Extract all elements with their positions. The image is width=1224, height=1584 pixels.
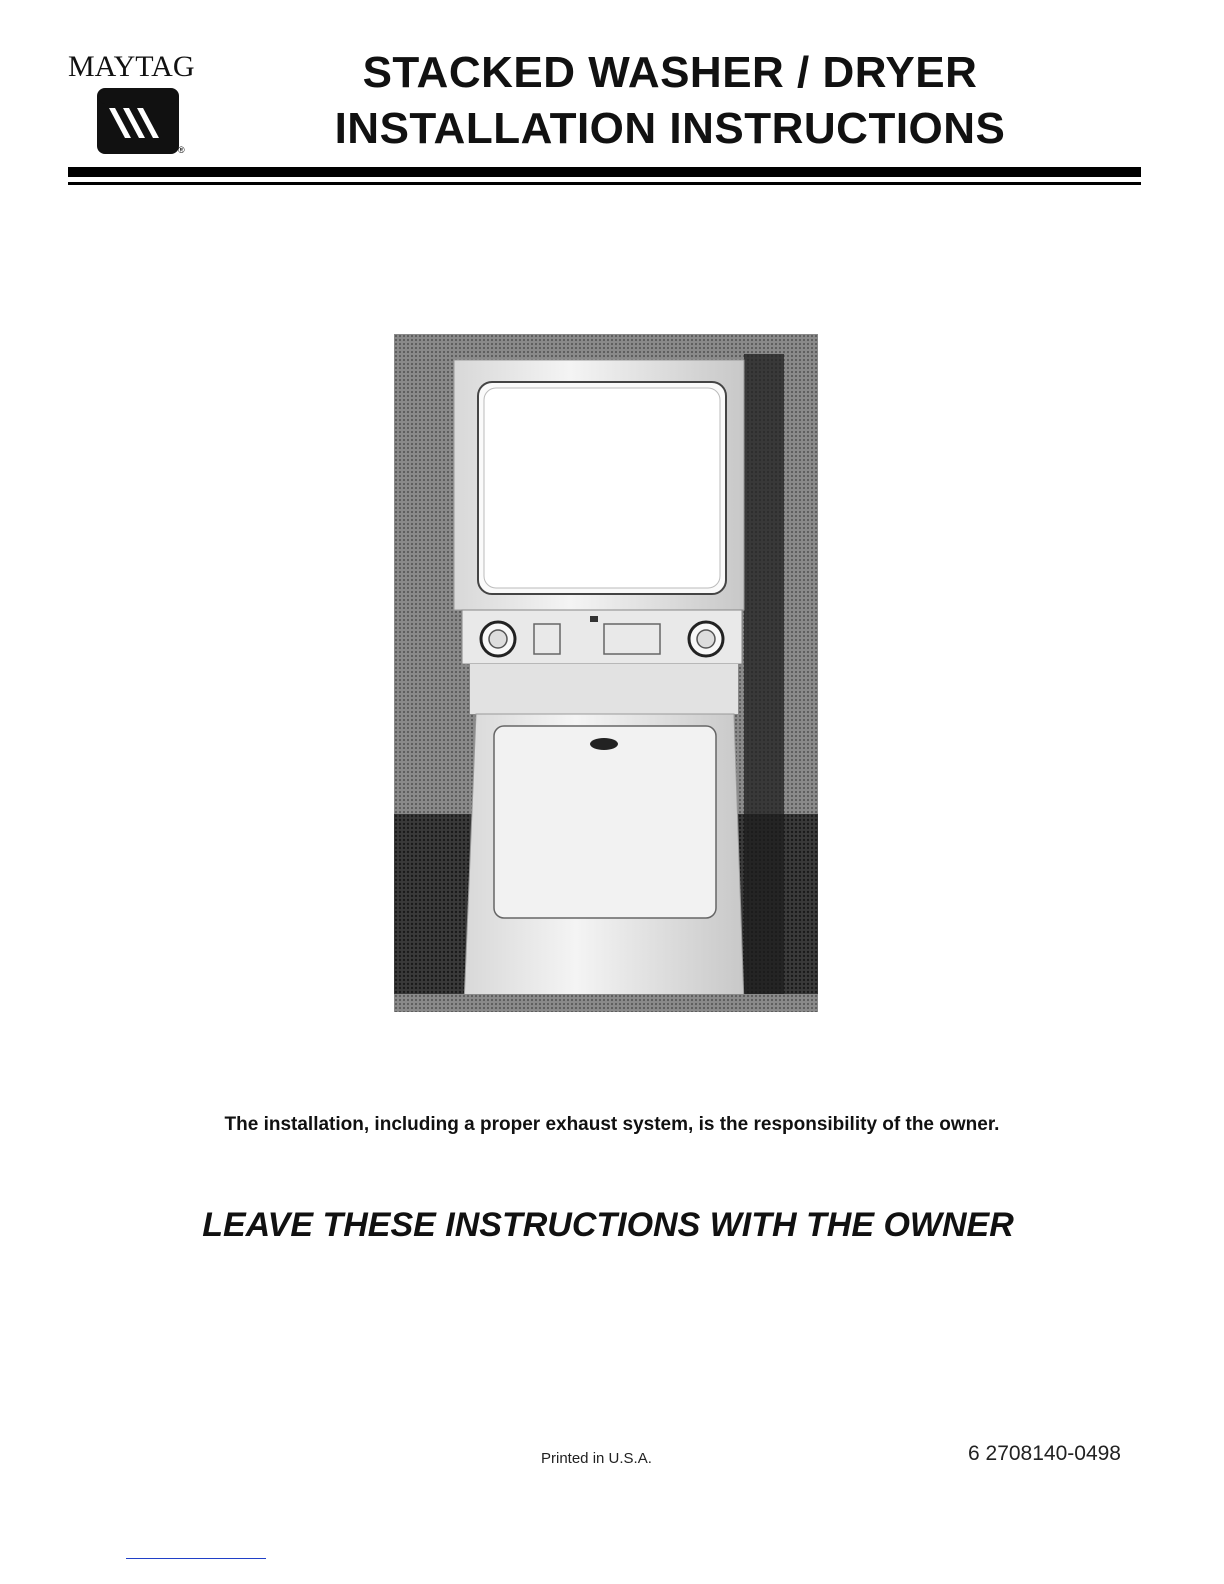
installation-notice: The installation, including a proper exhaust system, is the responsibility of the owner.	[224, 1114, 1000, 1135]
washer-dryer-photo	[394, 334, 818, 1012]
registered-mark: ®	[178, 145, 185, 155]
header-rule-thin	[68, 182, 1141, 185]
printed-in-usa: Printed in U.S.A.	[541, 1450, 652, 1467]
document-title-line-1: STACKED WASHER / DRYER	[362, 48, 978, 97]
document-title-line-2: INSTALLATION INSTRUCTIONS	[334, 104, 1006, 153]
brand-name: MAYTAG	[68, 50, 195, 83]
footer-link-underline	[126, 1558, 266, 1559]
maytag-logo-icon	[97, 88, 179, 154]
part-number: 6 2708140-0498	[968, 1442, 1121, 1465]
leave-instructions-heading: LEAVE THESE INSTRUCTIONS WITH THE OWNER	[202, 1206, 1014, 1244]
header-rule-thick	[68, 167, 1141, 177]
